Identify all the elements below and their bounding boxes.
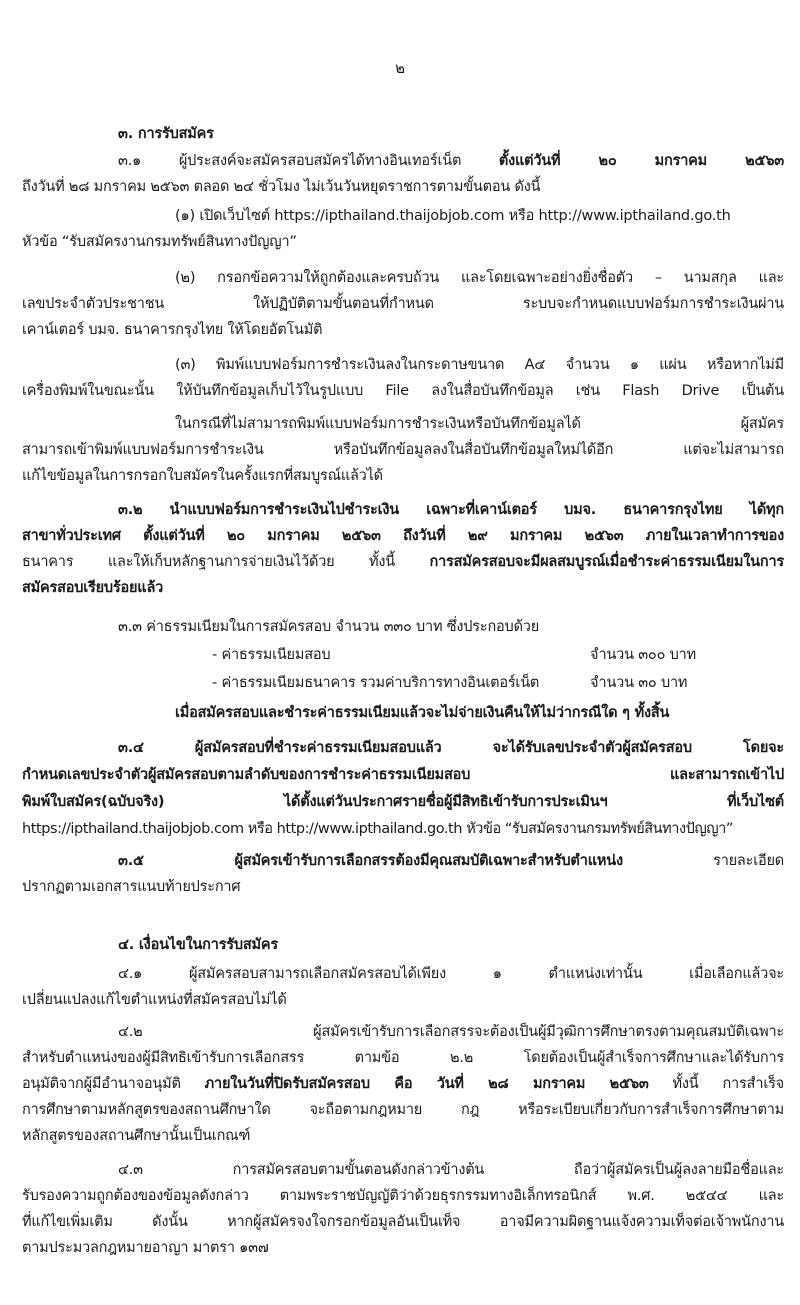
step-3-line-1: (๓) พิมพ์แบบฟอร์มการชำระเงินลงในกระดาษขนาด A๔ จำนวน ๑ แผ่น หรือหากไม่มี [175,357,784,373]
para-3-5-line-1 [118,851,784,871]
para-3-2-line-3 [22,552,784,572]
step-2-line-2: เลขประจำตัวประชาชน ให้ปฏิบัติตามขั้นตอนที่กำหนด ระบบจะกำหนดแบบฟอร์มการชำระเงินผ่าน [22,296,784,312]
step-3-line-4: สามารถเข้าพิมพ์แบบฟอร์มการชำระเงิน หรือบันทึกข้อมูลลงในสื่อบันทึกข้อมูลใหม่ได้อีก แต่จะไม่สามารถ [22,442,784,458]
section-3-heading: ๓. การรับสมัคร [118,126,214,142]
para-3-4-line-2: กำหนดเลขประจำตัวผู้สมัครสอบตามลำดับของการชำระค่าธรรมเนียมสอบ และสามารถเข้าไป [22,767,784,783]
para-3-4-line-3: พิมพ์ใบสมัคร(ฉบับจริง) ได้ตั้งแต่วันประกาศรายชื่อผู้มีสิทธิเข้ารับการประเมินฯ ที่เว็บไซต์ [22,794,784,810]
para-4-3-line-3: ที่แก้ไขเพิ่มเติม ดังนั้น หากผู้สมัครจงใจกรอกข้อมูลอันเป็นเท็จ อาจมีความผิดฐานแจ้งความเท็จต่อเจ้าพนักงาน [22,1214,784,1230]
para-4-1-line-2: เปลี่ยนแปลงแก้ไขตำแหน่งที่สมัครสอบไม่ได้ [22,992,287,1008]
step-2-line-3: เคาน์เตอร์ บมจ. ธนาคารกรุงไทย ให้โดยอัตโนมัติ [22,322,323,338]
para-4-2-line-3 [22,1074,784,1094]
para-3-1-lead: ๓.๑ ผู้ประสงค์จะสมัครสอบสมัครได้ทางอินเทอร์เน็ต [118,153,462,169]
para-3-3-line-1: ๓.๓ ค่าธรรมเนียมในการสมัครสอบ จำนวน ๓๓๐ บาท ซึ่งประกอบด้วย [118,619,540,635]
step-3-line-3: ในกรณีที่ไม่สามารถพิมพ์แบบฟอร์มการชำระเงินหรือบันทึกข้อมูลได้ ผู้สมัคร [175,416,784,432]
para-4-2-line-4: การศึกษาตามหลักสูตรของสถานศึกษาใด จะถือตามกฎหมาย กฎ หรือระเบียบเกี่ยวกับการสำเร็จการศึกษาตาม [22,1102,784,1118]
para-3-1-line-1 [118,151,784,171]
fee-item-2-label: - ค่าธรรมเนียมธนาคาร รวมค่าบริการทางอินเตอร์เน็ต [212,675,540,691]
no-refund-note: เมื่อสมัครสอบและชำระค่าธรรมเนียมแล้วจะไม่จ่ายเงินคืนให้ไม่ว่ากรณีใด ๆ ทั้งสิ้น [175,705,670,721]
para-3-5-line-2: ปรากฏตามเอกสารแนบท้ายประกาศ [22,879,241,895]
para-4-1-line-1: ๔.๑ ผู้สมัครสอบสามารถเลือกสมัครสอบได้เพียง ๑ ตำแหน่งเท่านั้น เมื่อเลือกแล้วจะ [118,966,784,982]
page-number: ๒ [395,59,405,77]
section-4-heading: ๔. เงื่อนไขในการรับสมัคร [118,937,278,953]
fee-item-1-amount: จำนวน ๓๐๐ บาท [590,647,696,663]
para-3-4-line-1: ๓.๔ ผู้สมัครสอบที่ชำระค่าธรรมเนียมสอบแล้ว จะได้รับเลขประจำตัวผู้สมัครสอบ โดยจะ [118,740,784,756]
step-2-line-1: (๒) กรอกข้อความให้ถูกต้องและครบถ้วน และโดยเฉพาะอย่างยิ่งชื่อตัว – นามสกุล และ [175,270,784,286]
para-4-3-line-1: ๔.๓ การสมัครสอบตามขั้นตอนดังกล่าวข้างต้น ถือว่าผู้สมัครเป็นผู้ลงลายมือชื่อและ [118,1162,784,1178]
para-3-2-line-1: ๓.๒ นำแบบฟอร์มการชำระเงินไปชำระเงิน เฉพาะที่เคาน์เตอร์ บมจ. ธนาคารกรุงไทย ได้ทุก [118,502,784,518]
para-3-2-complete-note: การสมัครสอบจะมีผลสมบูรณ์เมื่อชำระค่าธรรมเนียมในการ [429,554,784,570]
para-4-2-graduation: ทั้งนี้ การสำเร็จ [672,1076,784,1092]
para-3-5-lead: ๓.๕ ผู้สมัครเข้ารับการเลือกสรรต้องมีคุณสมบัติเฉพาะสำหรับตำแหน่ง [118,853,623,869]
para-3-2-line-2: สาขาทั่วประเทศ ตั้งแต่วันที่ ๒๐ มกราคม ๒๕๖๓ ถึงวันที่ ๒๙ มกราคม ๒๕๖๓ ภายในเวลาทำการของ [22,528,784,544]
para-4-2-line-5: หลักสูตรของสถานศึกษานั้นเป็นเกณฑ์ [22,1128,251,1144]
para-3-1-date: ตั้งแต่วันที่ ๒๐ มกราคม ๒๕๖๓ [498,153,784,169]
step-3-line-2: เครื่องพิมพ์ในขณะนั้น ให้บันทึกข้อมูลเก็บไว้ในรูปแบบ File ลงในสื่อบันทึกข้อมูล เช่น Flash Drive เป็นต้น [22,383,784,399]
para-3-2-deposit: ธนาคาร และให้เก็บหลักฐานการจ่ายเงินไว้ด้วย ทั้งนี้ [22,554,395,570]
fee-item-1-label: - ค่าธรรมเนียมสอบ [212,647,331,663]
para-3-4-line-4: https://ipthailand.thaijobjob.com หรือ http://www.ipthailand.go.th หัวข้อ “รับสมัครงานกรมทรัพย์สินทางปัญญา” [22,821,733,837]
para-4-3-line-2: รับรองความถูกต้องของข้อมูลดังกล่าว ตามพระราชบัญญัติว่าด้วยธุรกรรมทางอิเล็กทรอนิกส์ พ.ศ. ๒๕๔๔ และ [22,1188,784,1204]
step-1-line-2: หัวข้อ “รับสมัครงานกรมทรัพย์สินทางปัญญา” [22,234,297,250]
para-4-2-line-2: สำหรับตำแหน่งของผู้มีสิทธิเข้ารับการเลือกสรร ตามข้อ ๒.๒ โดยต้องเป็นผู้สำเร็จการศึกษาและได้รับการ [22,1050,784,1066]
para-4-2-line-1: ๔.๒ ผู้สมัครเข้ารับการเลือกสรรจะต้องเป็นผู้มีวุฒิการศึกษาตรงตามคุณสมบัติเฉพาะ [118,1024,784,1040]
para-3-1-line-2: ถึงวันที่ ๒๘ มกราคม ๒๕๖๓ ตลอด ๒๔ ชั่วโมง ไม่เว้นวันหยุดราชการตามขั้นตอน ดังนี้ [22,179,541,195]
para-3-5-details: รายละเอียด [713,853,784,869]
step-3-line-5: แก้ไขข้อมูลในการกรอกใบสมัครในครั้งแรกที่สมบูรณ์แล้วได้ [22,468,383,484]
para-4-2-approval: อนุมัติจากผู้มีอำนาจอนุมัติ [22,1076,181,1092]
para-4-3-line-4: ตามประมวลกฎหมายอาญา มาตรา ๑๓๗ [22,1240,269,1256]
step-1-line-1: (๑) เปิดเว็บไซต์ https://ipthailand.thaijobjob.com หรือ http://www.ipthailand.go.th [175,208,731,224]
para-4-2-deadline: ภายในวันที่ปิดรับสมัครสอบ คือ วันที่ ๒๘ มกราคม ๒๕๖๓ [204,1076,649,1092]
para-3-2-line-4: สมัครสอบเรียบร้อยแล้ว [22,580,164,596]
fee-item-2-amount: จำนวน ๓๐ บาท [590,675,688,691]
